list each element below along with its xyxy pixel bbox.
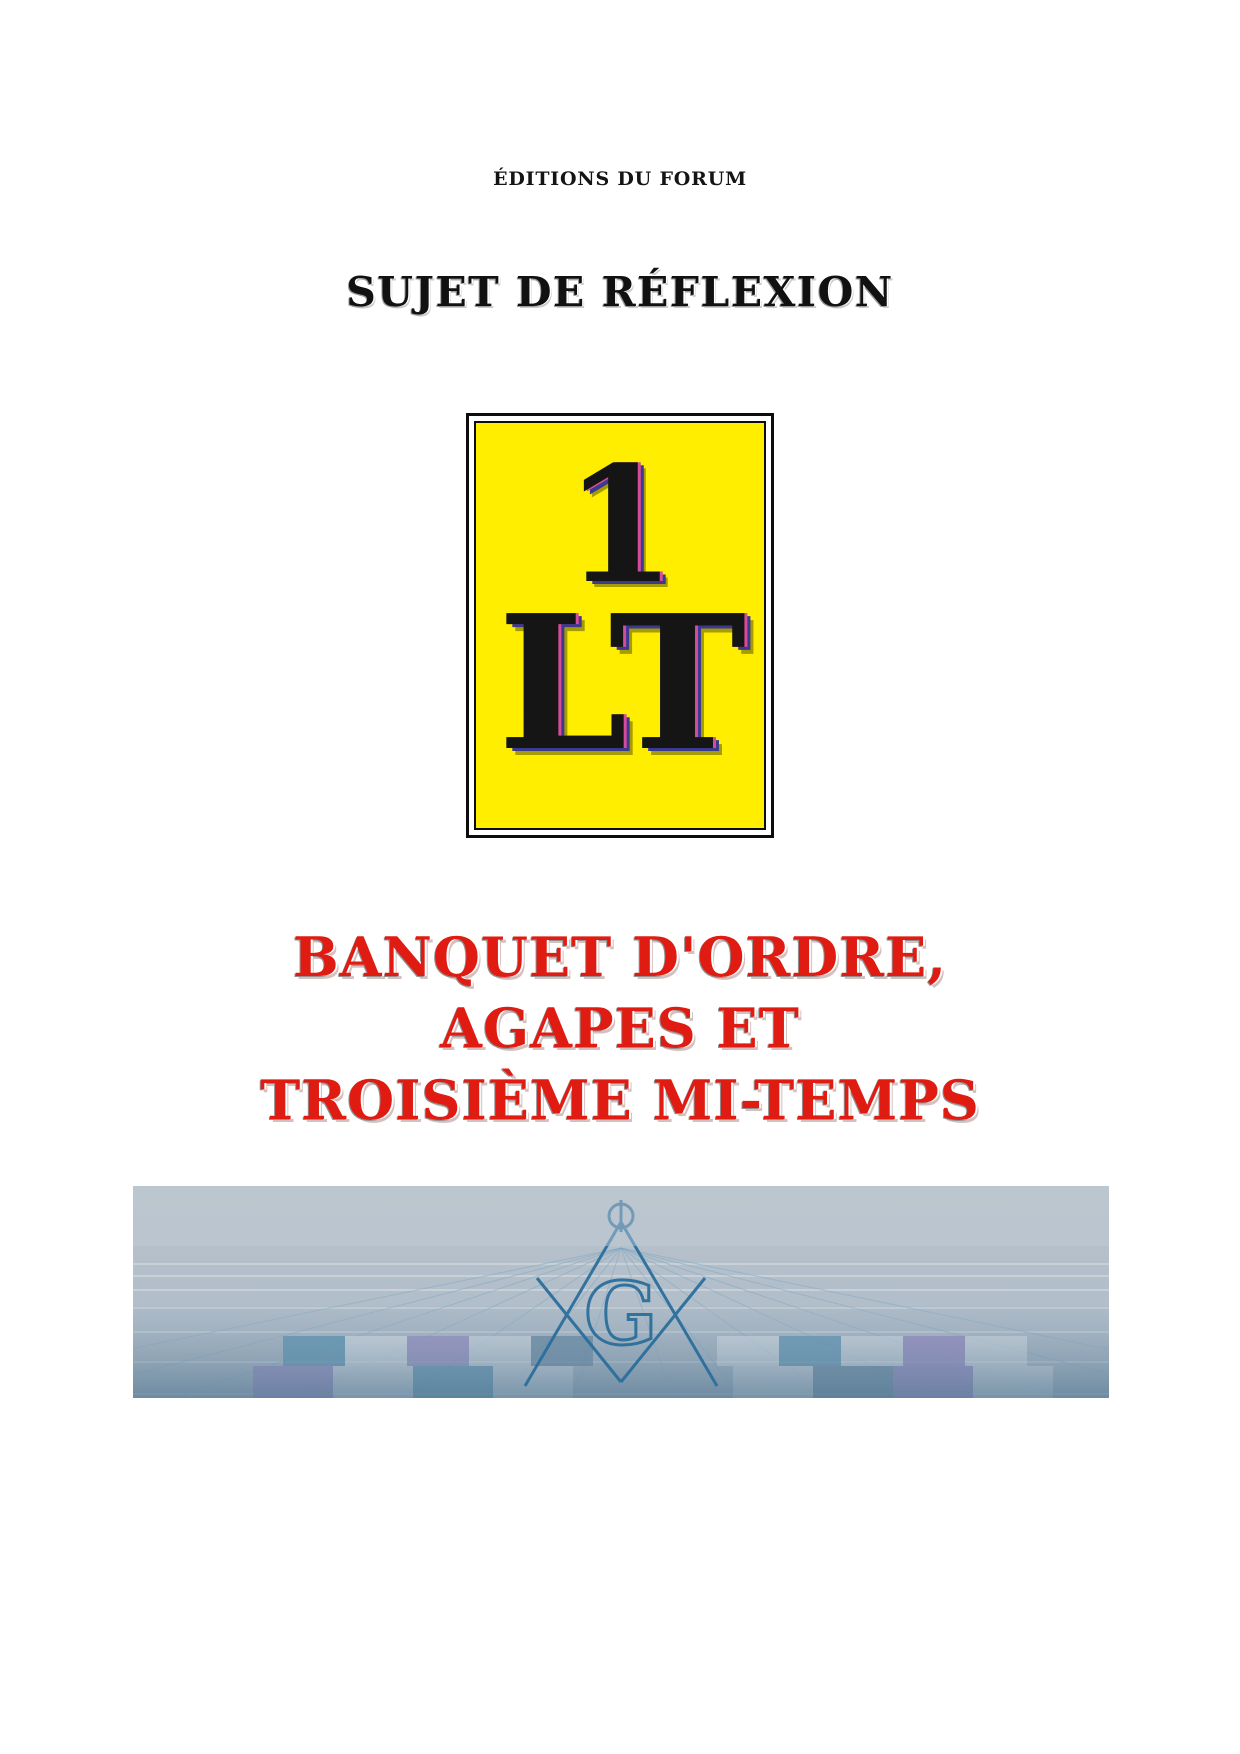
title-line-3: TROISIÈME MI-TEMPS xyxy=(260,1067,980,1132)
svg-text:G: G xyxy=(584,1264,658,1365)
emblem-number: 1 xyxy=(564,431,676,619)
emblem-inner xyxy=(474,421,766,830)
emblem-plate xyxy=(466,413,774,838)
emblem-letters: LT xyxy=(497,574,743,792)
title-line-1: BANQUET D'ORDRE, xyxy=(292,925,948,989)
masonic-artwork-svg xyxy=(133,1186,1109,1398)
title-block xyxy=(0,922,1240,1136)
masonic-artwork xyxy=(133,1186,1109,1398)
page-title: SUJET DE RÉFLEXION xyxy=(346,268,894,316)
title-line-2: AGAPES ET xyxy=(440,996,800,1061)
publisher-line: ÉDITIONS DU FORUM xyxy=(493,168,747,190)
